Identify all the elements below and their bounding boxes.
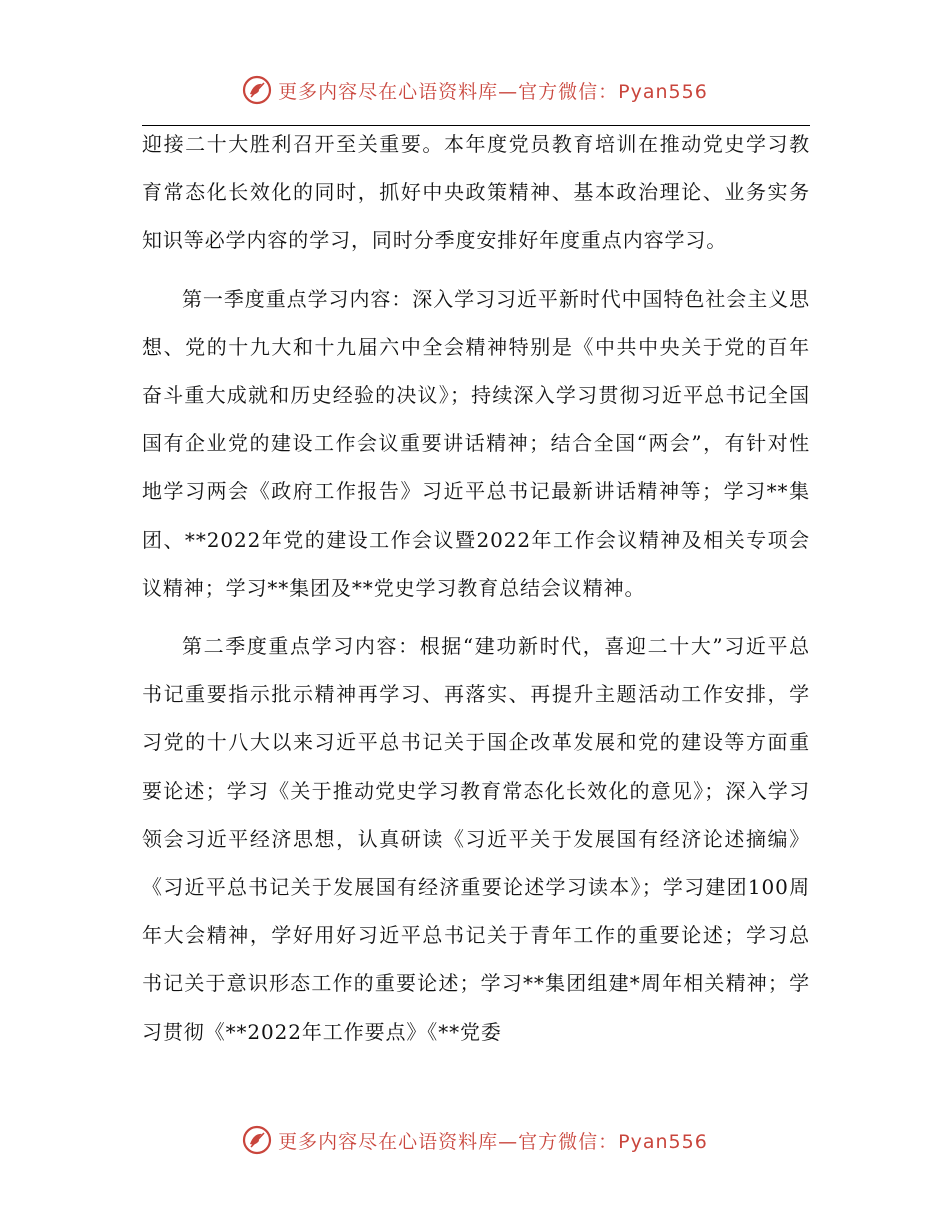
footer-watermark [0,1120,950,1160]
seal-logo-icon [242,1125,272,1155]
paragraph-q2: 第二季度重点学习内容：根据“建功新时代，喜迎二十大”习近平总书记重要指示批示精神再学习、再落实、再提升主题活动工作安排，学习党的十八大以来习近平总书记关于国企改革发展和党的建设等方面重要论述；学习《关于推动党史学习教育常态化长效化的意见》；深入学习领会习近平经济思想，认真研读《习近平关于发展国有经济论述摘编》《习近平总书记关于发展国有经济重要论述学习读本》；学习建团100周年大会精神，学好用好习近平总书记关于青年工作的重要论述；学习总书记关于意识形态工作的重要论述；学习**集团组建*周年相关精神；学习贯彻《**2022年工作要点》《**党委 [142,634,810,1044]
paragraph-q1: 第一季度重点学习内容：深入学习习近平新时代中国特色社会主义思想、党的十九大和十九届六中全会精神特别是《中共中央关于党的百年奋斗重大成就和历史经验的决议》；持续深入学习贯彻习近平总书记全国国有企业党的建设工作会议重要讲话精神；结合全国“两会”，有针对性地学习两会《政府工作报告》习近平总书记最新讲话精神等；学习**集团、**2022年党的建设工作会议暨2022年工作会议精神及相关专项会议精神；学习**集团及**党史学习教育总结会议精神。 [142,286,810,600]
paragraph-continuation: 迎接二十大胜利召开至关重要。本年度党员教育培训在推动党史学习教育常态化长效化的同时，抓好中央政策精神、基本政治理论、业务实务知识等必学内容的学习，同时分季度安排好年度重点内容学习。 [142,132,810,253]
document-body [142,120,810,1066]
footer-watermark-text: 更多内容尽在心语资料库—官方微信：Pyan556 [278,1130,708,1153]
seal-logo-icon [242,75,272,105]
header-watermark-text: 更多内容尽在心语资料库—官方微信：Pyan556 [278,80,708,103]
header-watermark [0,70,950,110]
